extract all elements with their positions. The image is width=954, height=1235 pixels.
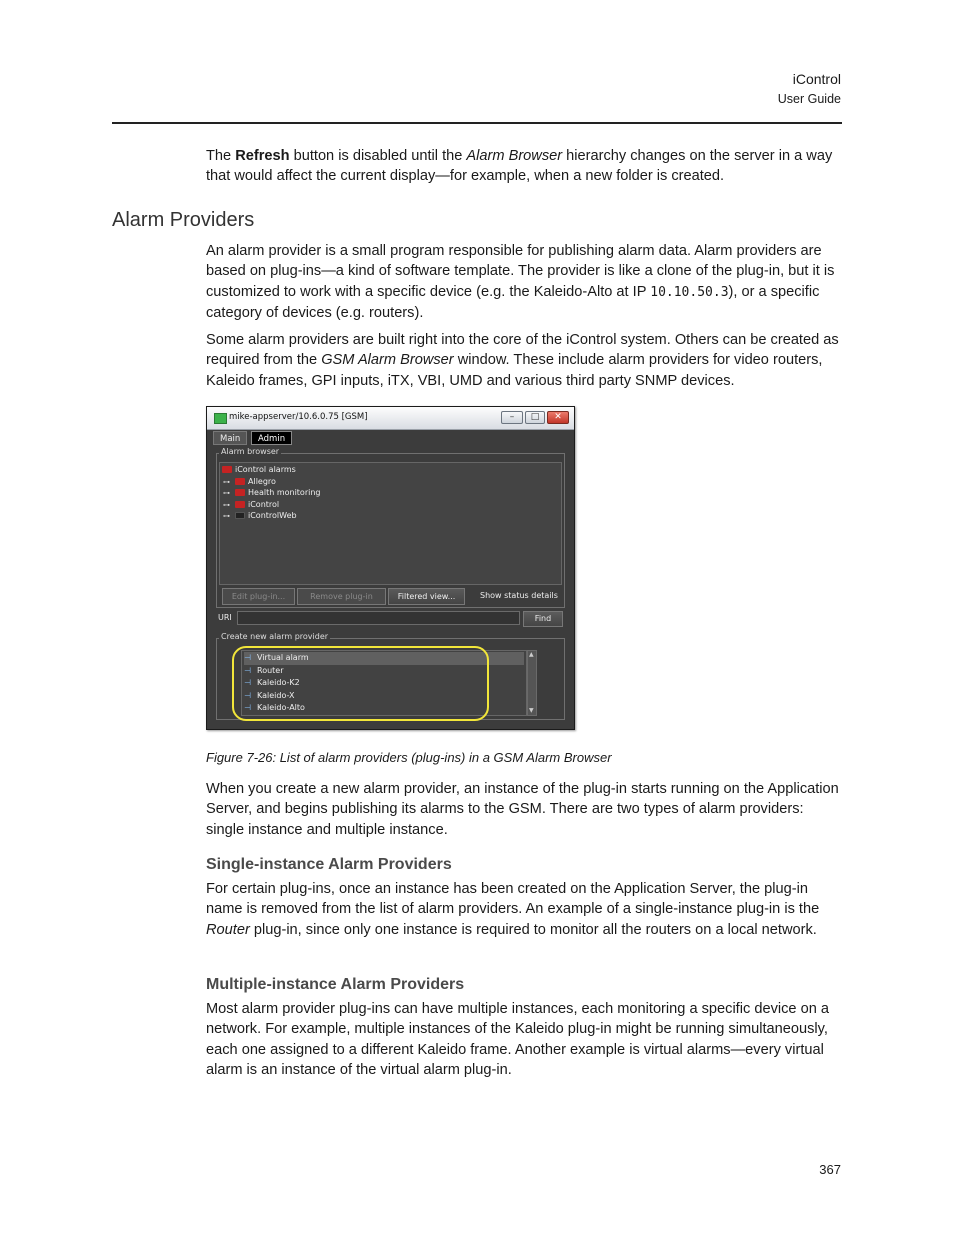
single-text: plug-in, since only one instance is required to monitor all the routers on a local network. [249, 921, 817, 938]
alarm-tree [219, 462, 562, 585]
section-paragraph-1 [206, 241, 844, 324]
maximize-button[interactable]: □ [525, 411, 545, 424]
close-button[interactable]: ✕ [547, 411, 569, 424]
folder-icon [222, 466, 232, 473]
find-button[interactable]: Find [523, 611, 563, 627]
refresh-term: Refresh [235, 148, 290, 164]
section-text: Some alarm providers are built right into the core of the iControl system. Others can be created as required from the [206, 332, 839, 369]
gsm-window-screenshot [206, 406, 575, 730]
app-icon [214, 413, 227, 424]
plug-icon: ⊣ [244, 678, 251, 688]
plug-icon: ⊣ [244, 665, 251, 675]
after-figure-paragraph: When you create a new alarm provider, an instance of the plug-in starts running on the Application Server, and begins publishing its alarms to the GSM. There are two types of alarm providers: single instance and multiple instance. [206, 781, 839, 838]
running-header-subtitle: User Guide [777, 92, 841, 106]
section-paragraph-2 [206, 330, 844, 391]
highlight-outline [232, 646, 489, 721]
figure-caption: Figure 7-26: List of alarm providers (plug-ins) in a GSM Alarm Browser [206, 750, 612, 765]
single-instance-paragraph [206, 879, 844, 940]
tree-item-label: iControl [248, 499, 280, 509]
page-number: 367 [819, 1162, 841, 1177]
tree-root[interactable] [222, 465, 296, 476]
provider-label: Kaleido-Alto [257, 703, 305, 713]
scroll-down-icon[interactable]: ▼ [529, 707, 534, 714]
folder-icon [235, 478, 245, 485]
tree-item[interactable] [223, 477, 276, 488]
folder-icon [235, 501, 245, 508]
tree-item-label: Allegro [248, 477, 276, 486]
folder-icon [235, 512, 245, 519]
tree-item[interactable] [223, 500, 279, 511]
single-text: For certain plug-ins, once an instance has been created on the Application Server, the plug-in name is removed from the list of alarm providers. An example of a single-instance plug-in is the [206, 881, 820, 918]
header-rule [112, 122, 842, 124]
section-text: ), or a specific category of devices (e.g. routers). [206, 283, 820, 322]
folder-icon [235, 489, 245, 496]
provider-label: Kaleido-X [257, 690, 295, 700]
tree-item[interactable] [223, 511, 297, 522]
intro-text: button is disabled until the [289, 148, 467, 164]
uri-label: URI [218, 613, 232, 622]
multiple-instance-heading: Multiple-instance Alarm Providers [206, 976, 465, 993]
tab-main[interactable]: Main [213, 431, 247, 445]
alarm-browser-label: Alarm browser [221, 447, 280, 456]
plug-icon: ⊣ [244, 653, 251, 662]
show-status-details-toggle[interactable]: Show status details [480, 591, 558, 600]
key-icon: ⊶ [223, 489, 230, 498]
tree-item[interactable] [223, 488, 320, 499]
multiple-instance-paragraph: Most alarm provider plug-ins can have multiple instances, each monitoring a specific device on a network. For example, multiple instances of the Kaleido plug-in might be running simultaneously, each one assigned to a different Kaleido frame. Another example is virtual alarms—every virtual alarm is an instance of the virtual alarm plug-in. [206, 1001, 829, 1079]
key-icon: ⊶ [223, 512, 230, 521]
edit-plugin-button[interactable]: Edit plug-in... [222, 588, 295, 605]
provider-label: Router [257, 665, 284, 675]
minimize-button[interactable]: – [501, 411, 523, 424]
key-icon: ⊶ [223, 478, 230, 486]
gsm-alarm-browser-term: GSM Alarm Browser [321, 352, 454, 369]
single-instance-heading: Single-instance Alarm Providers [206, 856, 452, 873]
intro-paragraph [206, 146, 844, 187]
router-term: Router [206, 921, 250, 938]
alarm-browser-term: Alarm Browser [466, 148, 563, 164]
tree-item-label: iControlWeb [248, 511, 297, 521]
tab-admin[interactable]: Admin [251, 431, 292, 445]
section-text: window. These include alarm providers for video routers, Kaleido frames, GPI inputs, iTX, VBI, UMD and various third party SNMP devices. [206, 352, 823, 389]
intro-text: hierarchy changes on the server in a way that would affect the current display—for example, when a new folder is created. [206, 148, 833, 185]
create-provider-label: Create new alarm provider [221, 632, 329, 641]
key-icon: ⊶ [223, 500, 230, 509]
plug-icon: ⊣ [244, 703, 251, 713]
remove-plugin-button[interactable]: Remove plug-in [297, 588, 386, 605]
provider-scrollbar[interactable] [527, 650, 537, 716]
window-titlebar [207, 407, 574, 430]
intro-text: The [206, 148, 236, 164]
tree-root-label: iControl alarms [235, 465, 296, 474]
provider-label: Virtual alarm [257, 653, 309, 662]
tree-item-label: Health monitoring [248, 488, 321, 498]
window-title: mike-appserver/10.6.0.75 [GSM] [229, 412, 368, 422]
plug-icon: ⊣ [244, 690, 251, 700]
section-text: An alarm provider is a small program responsible for publishing alarm data. Alarm providers are based on plug-ins—a kind of software template. The provider is like a clone of the plug-in, but it is customized to work with a specific device (e.g. the Kaleido-Alto at IP [206, 243, 835, 300]
uri-input[interactable] [237, 611, 520, 625]
running-header-title: iControl [792, 71, 841, 87]
provider-label: Kaleido-K2 [257, 678, 300, 688]
ip-address: 10.10.50.3 [650, 284, 729, 300]
filtered-view-button[interactable]: Filtered view... [388, 588, 465, 605]
section-heading: Alarm Providers [112, 209, 255, 231]
scroll-up-icon[interactable]: ▲ [529, 651, 534, 658]
